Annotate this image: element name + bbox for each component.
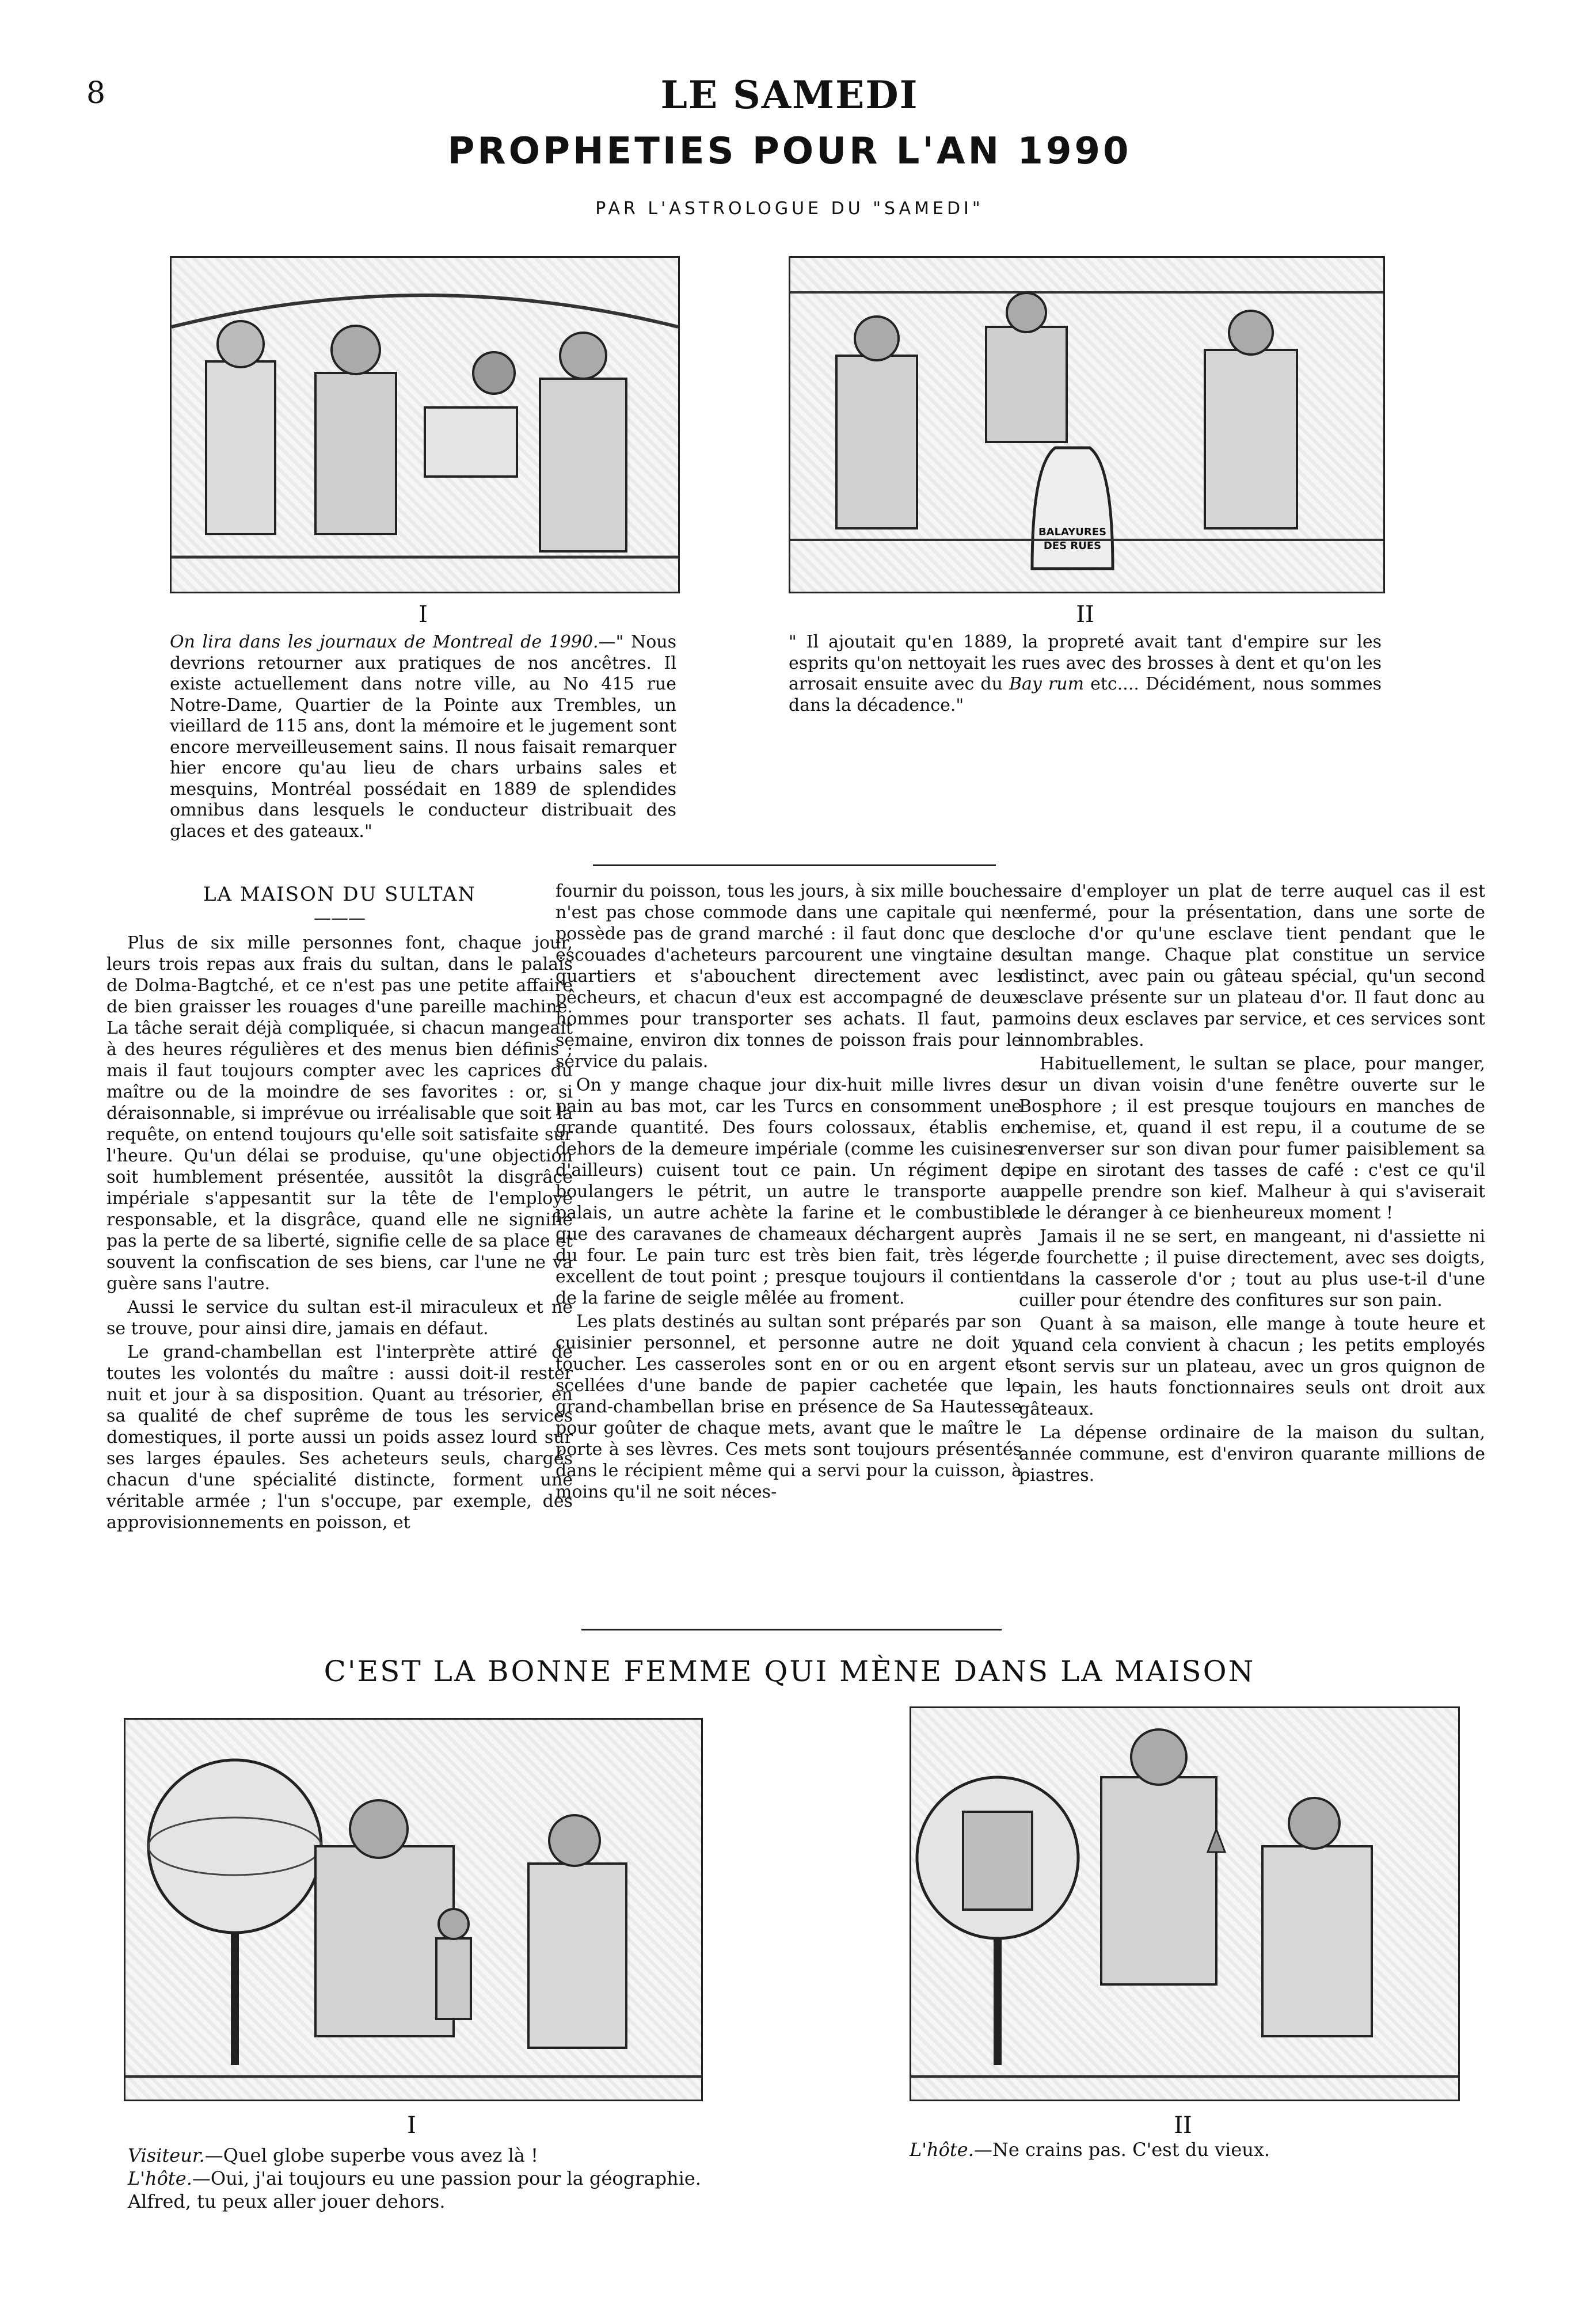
col1-para-1: Plus de six mille personnes font, chaque jour, leurs trois repas aux frais du sultan, dans le palais de Dolma-Bagtché, et ce n'est pas une petite affaire de bien graisser les rouages d'une pareille machine. La tâche serait déjà compliquée, si chacun mangeait à des heures régulières et des menus bien définis ; mais il faut toujours compter avec les caprices du maître ou de la moindre de ses favorites : or, si déraisonnable, si imprévue ou irréalisable que soit la requête, on entend toujours qu'elle soit satisfaite sur l'heure. Qu'un délai se produise, qu'une objection soit humblement présentée, aussitôt la disgrâce impériale s'appesantit sur la tête de l'employé responsable, et la disgrâce, quand elle ne signifie pas la perte de sa liberté, signifie celle de sa place et souvent la confiscation de ses biens, car l'une ne va guère sans l'autre. — [106, 933, 573, 1294]
illustration-street-sweepers — [789, 256, 1385, 593]
article-column-3 — [1019, 881, 1485, 1488]
col2-para-1: fournir du poisson, tous les jours, à six mille bouches n'est pas chose commode dans une capitale qui ne possède pas de grand marché : il faut donc que des escouades d'acheteurs parcourent une vingtaine de quartiers et s'abouchent directement avec les pêcheurs, et chacun d'eux est accompagné de deux hommes pour transporter ses achats. Il faut, par semaine, environ dix tonnes de poisson frais pour le service du palais. — [555, 881, 1022, 1072]
headline: PROPHETIES POUR L'AN 1990 — [447, 130, 1132, 173]
illustration-omnibus — [170, 256, 680, 593]
col3-para-3: Jamais il ne se sert, en mangeant, ni d'assiette ni de fourchette ; il puise directement, avec ses doigts, dans la casserole d'or ; tout au plus use-t-il d'une cuiller pour étendre des confitures sur son pain. — [1019, 1226, 1485, 1310]
line-visiteur: —Quel globe superbe vous avez là ! — [204, 2144, 538, 2166]
numeral-top-1: I — [418, 601, 428, 628]
numeral-bottom-1: I — [407, 2112, 416, 2139]
caption-top-2 — [789, 632, 1382, 716]
illustration-globe — [124, 1718, 703, 2101]
caption-top-2-text-a: " Il ajoutait qu'en 1889, la propreté avait tant d'empire sur les esprits qu'on nettoyait les rues avec des brosses à dent et qu'on les arrosait ensuite avec du — [789, 632, 1382, 694]
sign-line-1: BALAYURES — [1038, 526, 1107, 538]
col2-para-3: Les plats destinés au sultan sont préparés par son cuisinier personnel, et personne autre ne doit y toucher. Les casseroles sont en or ou en argent et scellées d'une bande de papier cachetée que le grand-chambellan brise en présence de Sa Hautesse pour goûter de chaque mets, avant que le maître le porte à ses lèvres. Ces mets sont toujours présentés dans le récipient même qui a servi pour la cuisson, à moins qu'il ne soit néces- — [555, 1312, 1022, 1502]
omnibus-scene-drawing — [172, 258, 678, 592]
page-number: 8 — [86, 76, 106, 111]
speaker-hote-1: L'hôte. — [128, 2167, 192, 2189]
article-column-1 — [106, 881, 573, 1536]
byline: PAR L'ASTROLOGUE DU "SAMEDI" — [595, 199, 984, 219]
caption-top-2-italic: Bay rum — [1009, 674, 1085, 694]
article-title: LA MAISON DU SULTAN — [203, 883, 477, 906]
illustration-wine — [910, 1706, 1460, 2101]
globe-scene-drawing — [125, 1720, 701, 2100]
speaker-visiteur: Visiteur. — [128, 2144, 205, 2166]
caption-top-1-italic: On lira dans les journaux de Montreal de 1990. — [170, 632, 599, 652]
col2-para-2: On y mange chaque jour dix-huit mille livres de pain au bas mot, car les Turcs en consomment une grande quantité. Des fours colossaux, établis en dehors de la demeure impériale (comme les cuisines d'ailleurs) cuisent tout ce pain. Un régiment de boulangers le pétrit, un autre le transporte au palais, un autre achète la farine et le combustible que des caravanes de chameaux déchargent auprès du four. Le pain turc est très bien fait, très léger, excellent de tout point ; presque toujours il contient de la farine de seigle mêlée au froment. — [555, 1075, 1022, 1308]
caption-bottom-1 — [128, 2144, 761, 2213]
caption-top-1 — [170, 632, 676, 842]
col3-para-5: La dépense ordinaire de la maison du sultan, année commune, est d'environ quarante millions de piastres. — [1019, 1423, 1485, 1485]
caption-top-2-text-b: etc.... Décidément, nous sommes dans la décadence." — [789, 674, 1382, 715]
sign-balayures — [1032, 525, 1113, 553]
caption-top-1-text: —" Nous devrions retourner aux pratiques de nos ancêtres. Il existe actuellement dans notre ville, au No 415 rue Notre-Dame, Quartier de la Pointe aux Trembles, un vieillard de 115 ans, dont la mémoire et le jugement sont encore merveilleusement sains. Il nous faisait remarquer hier encore qu'au lieu de chars urbains sales et mesquins, Montréal possédait en 1889 de splendides omnibus dans lesquels le conducteur distribuait des glaces et des gateaux." — [170, 632, 676, 841]
divider-top — [593, 864, 996, 866]
numeral-top-2: II — [1076, 601, 1094, 628]
col3-para-4: Quant à sa maison, elle mange à toute heure et quand cela convient à chacun ; les petits employés sont servis sur un plateau, avec un gros quignon de pain, les hauts fonctionnaires seuls ont droit aux gâteaux. — [1019, 1314, 1485, 1419]
line-hote-1: —Oui, j'ai toujours eu une passion pour la géographie. — [192, 2167, 701, 2189]
col1-para-2: Aussi le service du sultan est-il miraculeux et ne se trouve, pour ainsi dire, jamais en défaut. — [106, 1297, 573, 1339]
cartoon-title: C'EST LA BONNE FEMME QUI MÈNE DANS LA MAISON — [324, 1655, 1255, 1688]
speaker-hote-2: L'hôte. — [910, 2139, 974, 2161]
divider-bottom — [581, 1629, 1002, 1630]
col3-para-1: saire d'employer un plat de terre auquel cas il est enfermé, pour la présentation, dans une sorte de cloche d'or qu'une esclave tient pendant que le sultan mange. Chaque plat constitue un service distinct, avec pain ou gâteau spécial, qu'un second esclave présente sur un plateau d'or. Il faut donc au moins deux esclaves par service, et ces services sont innombrables. — [1019, 881, 1485, 1050]
sign-line-2: DES RUES — [1043, 540, 1102, 552]
col1-para-3: Le grand-chambellan est l'interprète attiré de toutes les volontés du maître : aussi doit-il rester nuit et jour à sa disposition. Quant au trésorier, en sa qualité de chef suprême de tous les services domestiques, il porte aussi un poids assez lourd sur ses larges épaules. Ses acheteurs seuls, chargés chacun d'une spécialité distincte, forment une véritable armée ; l'un s'occupe, par exemple, des approvisionnements en poisson, et — [106, 1342, 573, 1533]
article-title-dash: ——— — [314, 908, 366, 928]
caption-bottom-2 — [910, 2138, 1456, 2161]
article-column-2 — [555, 881, 1022, 1505]
line-hote-2: —Ne crains pas. C'est du vieux. — [973, 2139, 1270, 2161]
line-alfred: Alfred, tu peux aller jouer dehors. — [128, 2190, 446, 2212]
numeral-bottom-2: II — [1174, 2112, 1192, 2139]
masthead: LE SAMEDI — [660, 73, 919, 117]
wine-scene-drawing — [911, 1708, 1458, 2100]
col3-para-2: Habituellement, le sultan se place, pour manger, sur un divan voisin d'une fenêtre ouverte sur le Bosphore ; il est presque toujours en manches de chemise, et, quand il est repu, il a coutume de se renverser sur son divan pour fumer paisiblement sa pipe en sirotant des tasses de café : c'est ce qu'il appelle prendre son kief. Malheur à qui s'aviserait de le déranger à ce bienheureux moment ! — [1019, 1054, 1485, 1223]
